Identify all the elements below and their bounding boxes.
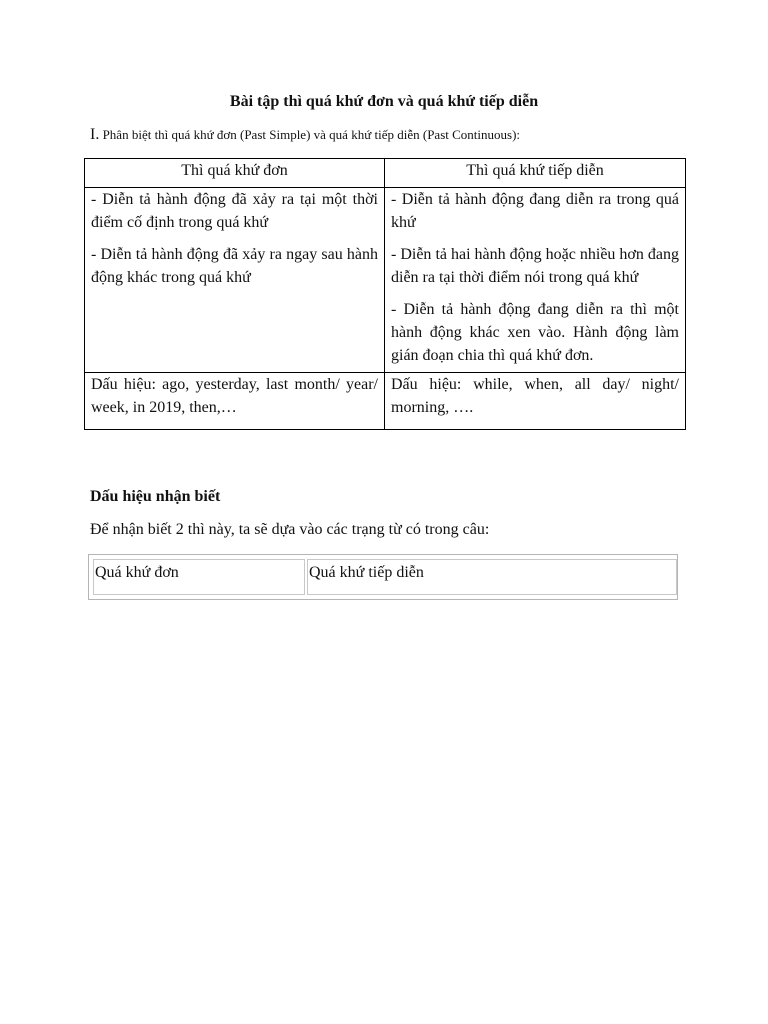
past-continuous-signals-cell	[385, 373, 686, 430]
comparison-header-row	[85, 159, 686, 188]
signal-text: Dấu hiệu: while, when, all day/ night/ morning, ….	[391, 376, 679, 416]
usage-item: - Diễn tả hai hành động hoặc nhiều hơn đang diễn ra tại thời điểm nói trong quá khứ	[391, 246, 679, 286]
signals-row	[85, 373, 686, 430]
signals-table-header-row	[93, 559, 677, 595]
section-heading	[90, 126, 520, 144]
usage-row	[85, 188, 686, 373]
document-title: Bài tập thì quá khứ đơn và quá khứ tiếp diễn	[229, 93, 539, 110]
comparison-table	[84, 158, 686, 430]
signals-intro: Để nhận biết 2 thì này, ta sẽ dựa vào các trạng từ có trong câu:	[90, 521, 490, 538]
header-past-simple: Thì quá khứ đơn	[85, 159, 385, 188]
past-simple-usage-cell	[85, 188, 385, 373]
section-numeral: I.	[90, 126, 100, 143]
usage-item: - Diễn tả hành động đang diễn ra thì một hành động khác xen vào. Hành động làm gián đoạn chia thì quá khứ đơn.	[391, 301, 679, 364]
usage-item: - Diễn tả hành động đã xảy ra tại một thời điểm cố định trong quá khứ	[91, 191, 378, 231]
section-heading-text: Phân biệt thì quá khứ đơn (Past Simple) và quá khứ tiếp diễn (Past Continuous):	[102, 127, 521, 142]
past-continuous-usage-cell	[385, 188, 686, 373]
signal-text: Dấu hiệu: ago, yesterday, last month/ year/ week, in 2019, then,…	[91, 376, 378, 416]
signals-heading: Dấu hiệu nhận biết	[90, 488, 221, 505]
signals-table	[91, 557, 679, 597]
signals-table-frame	[88, 554, 678, 600]
usage-item: - Diễn tả hành động đang diễn ra trong quá khứ	[391, 191, 679, 231]
past-simple-signals-cell	[85, 373, 385, 430]
signals-header-past-simple: Quá khứ đơn	[93, 559, 305, 595]
header-past-continuous: Thì quá khứ tiếp diễn	[385, 159, 686, 188]
signals-header-past-continuous: Quá khứ tiếp diễn	[307, 559, 677, 595]
usage-item: - Diễn tả hành động đã xảy ra ngay sau hành động khác trong quá khứ	[91, 246, 378, 286]
